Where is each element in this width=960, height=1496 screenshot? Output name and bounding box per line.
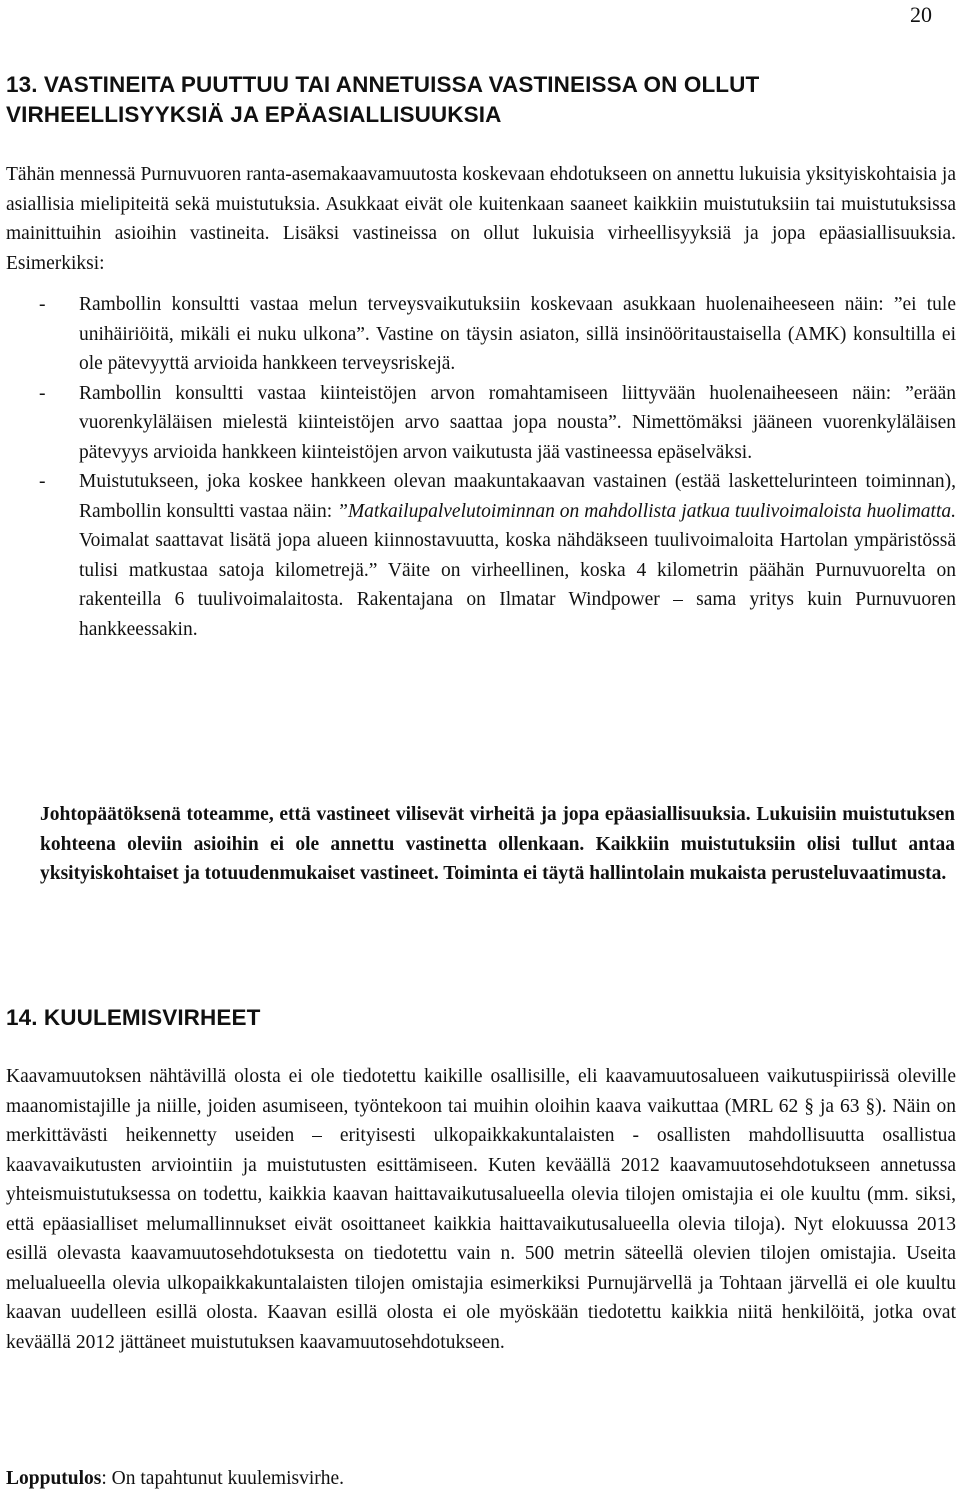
section-13-heading-line1: 13. VASTINEITA PUUTTUU TAI ANNETUISSA VASTINEISSA ON OLLUT — [6, 72, 760, 97]
result-text: : On tapahtunut kuulemisvirhe. — [101, 1468, 345, 1489]
section-13-heading — [6, 70, 951, 130]
section-13-body — [6, 160, 956, 644]
section-13-intro: Tähän mennessä Purnuvuoren ranta-asemakaavamuutosta koskevaan ehdotukseen on annettu lukuisia yksityiskohtaisia ja asiallisia mielipiteitä sekä muistutuksia. Asukkaat eivät ole kuitenkaan saaneet kaikkiin muistutuksiin tai muistutuksissa mainittuihin asioihin vastineita. Lisäksi vastineissa on ollut lukuisia virheellisyyksiä ja jopa epäasiallisuuksia. Esimerkiksi: — [6, 164, 956, 274]
section-14-heading: 14. KUULEMISVIRHEET — [6, 1005, 261, 1030]
example-3-text-after: Voimalat saattavat lisätä jopa alueen kiinnostavuutta, koska nähdäkseen tuulivoimaloita Hartolan ympäristössä tulisi matkustaa satoja kilometrejä.” Väite on virheellinen, koska 4 kilometrin päähän Purnuvuorelta on rakenteilla 6 tuulivoimalaitosta. Rakentajana on Ilmatar Windpower – sama yritys kuin Purnuvuoren hankkeessakin. — [79, 530, 956, 640]
list-item — [6, 379, 956, 468]
example-3-quote: ”Matkailupalvelutoiminnan on mahdollista jatkua tuulivoimaloista huolimatta. — [337, 500, 956, 522]
example-1-text: Rambollin konsultti vastaa melun terveysvaikutuksiin koskevaan asukkaan huolenaiheeseen näin: ”ei tule unihäiriöitä, mikäli ei nuku ulkona”. Vastine on täysin asiaton, sillä insinööritaustaisella (AMK) konsultilla ei ole pätevyyttä arvioida hankkeen terveysriskejä. — [79, 294, 956, 374]
section-13-conclusion: Johtopäätöksenä toteamme, että vastineet vilisevät virheitä ja jopa epäasiallisuuksia. Lukuisiin muistutuksen kohteena oleviin asioihin ei ole annettu vastinetta ollenkaan. Kaikkiin muistutuksiin olisi tullut antaa yksityiskohtaiset ja totuudenmukaiset vastineet. Toiminta ei täytä hallintolain mukaista perusteluvaatimusta. — [40, 804, 955, 884]
list-item — [6, 467, 956, 644]
dash-bullet: - — [39, 471, 46, 492]
example-3-text-before: Muistutukseen, joka koskee hankkeen olevan maakuntakaavan vastainen (estää laskettelurinteen toiminnan), Rambollin konsultti vastaa näin: — [79, 471, 956, 522]
list-item — [6, 290, 956, 379]
result-line — [6, 1464, 344, 1494]
dash-bullet: - — [39, 294, 46, 315]
result-label: Lopputulos — [6, 1468, 102, 1489]
dash-bullet: - — [39, 382, 46, 404]
example-2-text: Rambollin konsultti vastaa kiinteistöjen arvon romahtamiseen liittyvään huolenaiheeseen näin: ”erään vuorenkyläläisen mielestä kiinteistöjen arvo saattaa jopa nousta”. Nimettömäksi jääneen vuorenkyläläisen pätevyys arvioida hankkeen kiinteistöjen arvon vaikutusta jää vastineessa epäselväksi. — [79, 382, 956, 463]
section-14-body: Kaavamuutoksen nähtävillä olosta ei ole tiedotettu kaikille osallisille, eli kaavamuutosalueen vaikutuspiirissä oleville maanomistajille ja niille, joiden asumiseen, työntekoon tai muihin oloihin kaava vaikuttaa (MRL 62 § ja 63 §). Näin on merkittävästi heikennetty useiden – erityisesti ulkopaikkakuntalaisten - osallisten mahdollisuutta osallistua kaavavaikutusten arviointiin ja muistutusten esittämiseen. Kuten keväällä 2012 kaavamuutosehdotukseen annetussa yhteismuistutuksessa on todettu, kaikkia kaavan haittavaikutusalueella olevia tilojen omistajia ei ole kuultu (mm. siksi, että epäasialliset melumallinnukset eivät osoittaneet kaikkia haittavaikutusalueella olevia tiloja). Nyt elokuussa 2013 esillä olevasta kaavamuutosehdotuksesta on tiedotettu vain n. 500 metrin säteellä olevien tilojen omistajia. Useita melualueella olevia ulkopaikkakuntalaisten tilojen omistajia esimerkiksi Purnujärvellä ja Tohtaan järvellä ei ole kuultu kaavan uudelleen esillä olosta. Kaavan esillä olosta ei ole myöskään tiedotettu kaikkia niitä henkilöitä, jotka ovat keväällä 2012 jättäneet muistutuksen kaavamuutosehdotukseen. — [6, 1066, 956, 1353]
examples-list — [6, 290, 956, 644]
section-13-heading-line2: VIRHEELLISYYKSIÄ JA EPÄASIALLISUUKSIA — [6, 102, 502, 127]
page-number: 20 — [910, 2, 932, 27]
